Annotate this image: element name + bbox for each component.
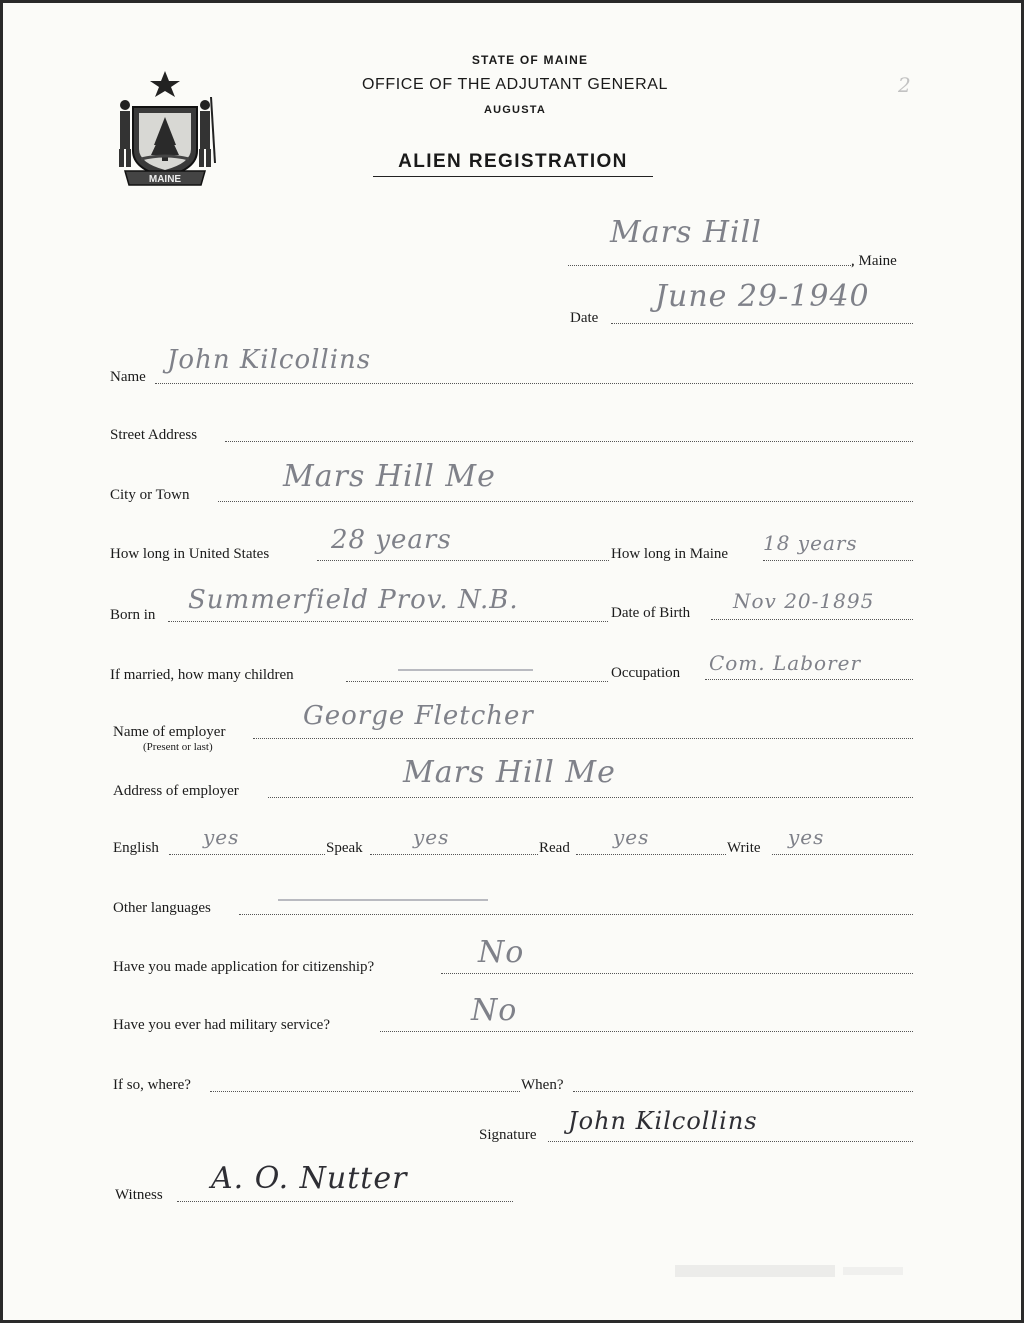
- office-heading: OFFICE OF THE ADJUTANT GENERAL: [361, 76, 669, 93]
- state-heading: STATE OF MAINE: [471, 53, 589, 67]
- street-line: [225, 441, 913, 442]
- registration-form: [3, 3, 1021, 1320]
- margin-note: 2: [898, 73, 911, 97]
- read-label: Read: [539, 840, 570, 856]
- long-us-label: How long in United States: [110, 546, 270, 562]
- when-line: [573, 1091, 913, 1092]
- write-line: [772, 854, 913, 855]
- when-label: When?: [521, 1077, 564, 1093]
- long-us-line: [317, 560, 609, 561]
- date-label: Date: [570, 310, 599, 326]
- date-entry: June 29-1940: [655, 279, 870, 314]
- english-entry: yes: [203, 825, 240, 849]
- married-line: [346, 681, 608, 682]
- employer-entry: George Fletcher: [303, 701, 534, 731]
- employer-note: (Present or last): [143, 741, 213, 753]
- military-label: Have you ever had military service?: [113, 1017, 330, 1033]
- where-label: If so, where?: [113, 1077, 191, 1093]
- citizenship-entry: No: [478, 935, 525, 970]
- employer-line: [253, 738, 913, 739]
- write-entry: yes: [788, 825, 825, 849]
- city-town-line: [218, 501, 913, 502]
- long-maine-line: [763, 560, 913, 561]
- long-maine-label: How long in Maine: [611, 546, 729, 562]
- dob-entry: Nov 20-1895: [733, 589, 875, 613]
- form-title: ALIEN REGISTRATION: [373, 151, 653, 177]
- signature-line: [548, 1141, 913, 1142]
- born-in-entry: Summerfield Prov. N.B.: [188, 585, 519, 615]
- read-entry: yes: [613, 825, 650, 849]
- name-line: [155, 383, 913, 384]
- citizenship-label: Have you made application for citizenship?: [113, 959, 375, 975]
- other-lang-line: [239, 914, 913, 915]
- street-label: Street Address: [110, 427, 198, 443]
- signature-entry: John Kilcollins: [568, 1107, 758, 1135]
- citizenship-line: [441, 973, 913, 974]
- born-in-line: [168, 621, 608, 622]
- employer-addr-entry: Mars Hill Me: [403, 755, 616, 790]
- other-lang-dash: [278, 899, 488, 901]
- long-us-entry: 28 years: [331, 525, 452, 555]
- speak-label: Speak: [326, 840, 363, 856]
- witness-label: Witness: [115, 1187, 163, 1203]
- born-in-label: Born in: [110, 607, 156, 623]
- dob-label: Date of Birth: [611, 605, 691, 621]
- city-heading: AUGUSTA: [484, 104, 546, 116]
- employer-label: Name of employer: [113, 724, 226, 740]
- maine-label: , Maine: [851, 253, 897, 269]
- married-dash: [398, 669, 533, 671]
- dob-line: [711, 619, 913, 620]
- married-label: If married, how many children: [110, 667, 294, 683]
- name-label: Name: [110, 369, 146, 385]
- military-line: [380, 1031, 913, 1032]
- read-line: [576, 854, 726, 855]
- town-line: [568, 265, 853, 266]
- other-lang-label: Other languages: [113, 900, 211, 916]
- city-town-entry: Mars Hill Me: [283, 459, 496, 494]
- city-town-label: City or Town: [110, 487, 190, 503]
- speak-line: [370, 854, 538, 855]
- witness-entry: A. O. Nutter: [211, 1161, 408, 1196]
- signature-label: Signature: [479, 1127, 537, 1143]
- where-line: [210, 1091, 520, 1092]
- faint-stamp-mark-2: [843, 1267, 903, 1275]
- witness-line: [177, 1201, 513, 1202]
- employer-addr-line: [268, 797, 913, 798]
- seal-banner-text: MAINE: [148, 174, 182, 185]
- faint-stamp-mark: [675, 1265, 835, 1277]
- long-maine-entry: 18 years: [763, 531, 858, 555]
- english-label: English: [113, 840, 159, 856]
- occupation-label: Occupation: [611, 665, 681, 681]
- english-line: [169, 854, 325, 855]
- occupation-entry: Com. Laborer: [709, 651, 862, 675]
- military-entry: No: [471, 993, 518, 1028]
- write-label: Write: [727, 840, 761, 856]
- town-entry: Mars Hill: [610, 215, 762, 250]
- occupation-line: [705, 679, 913, 680]
- name-entry: John Kilcollins: [167, 345, 372, 375]
- employer-addr-label: Address of employer: [113, 783, 239, 799]
- speak-entry: yes: [413, 825, 450, 849]
- date-line: [611, 323, 913, 324]
